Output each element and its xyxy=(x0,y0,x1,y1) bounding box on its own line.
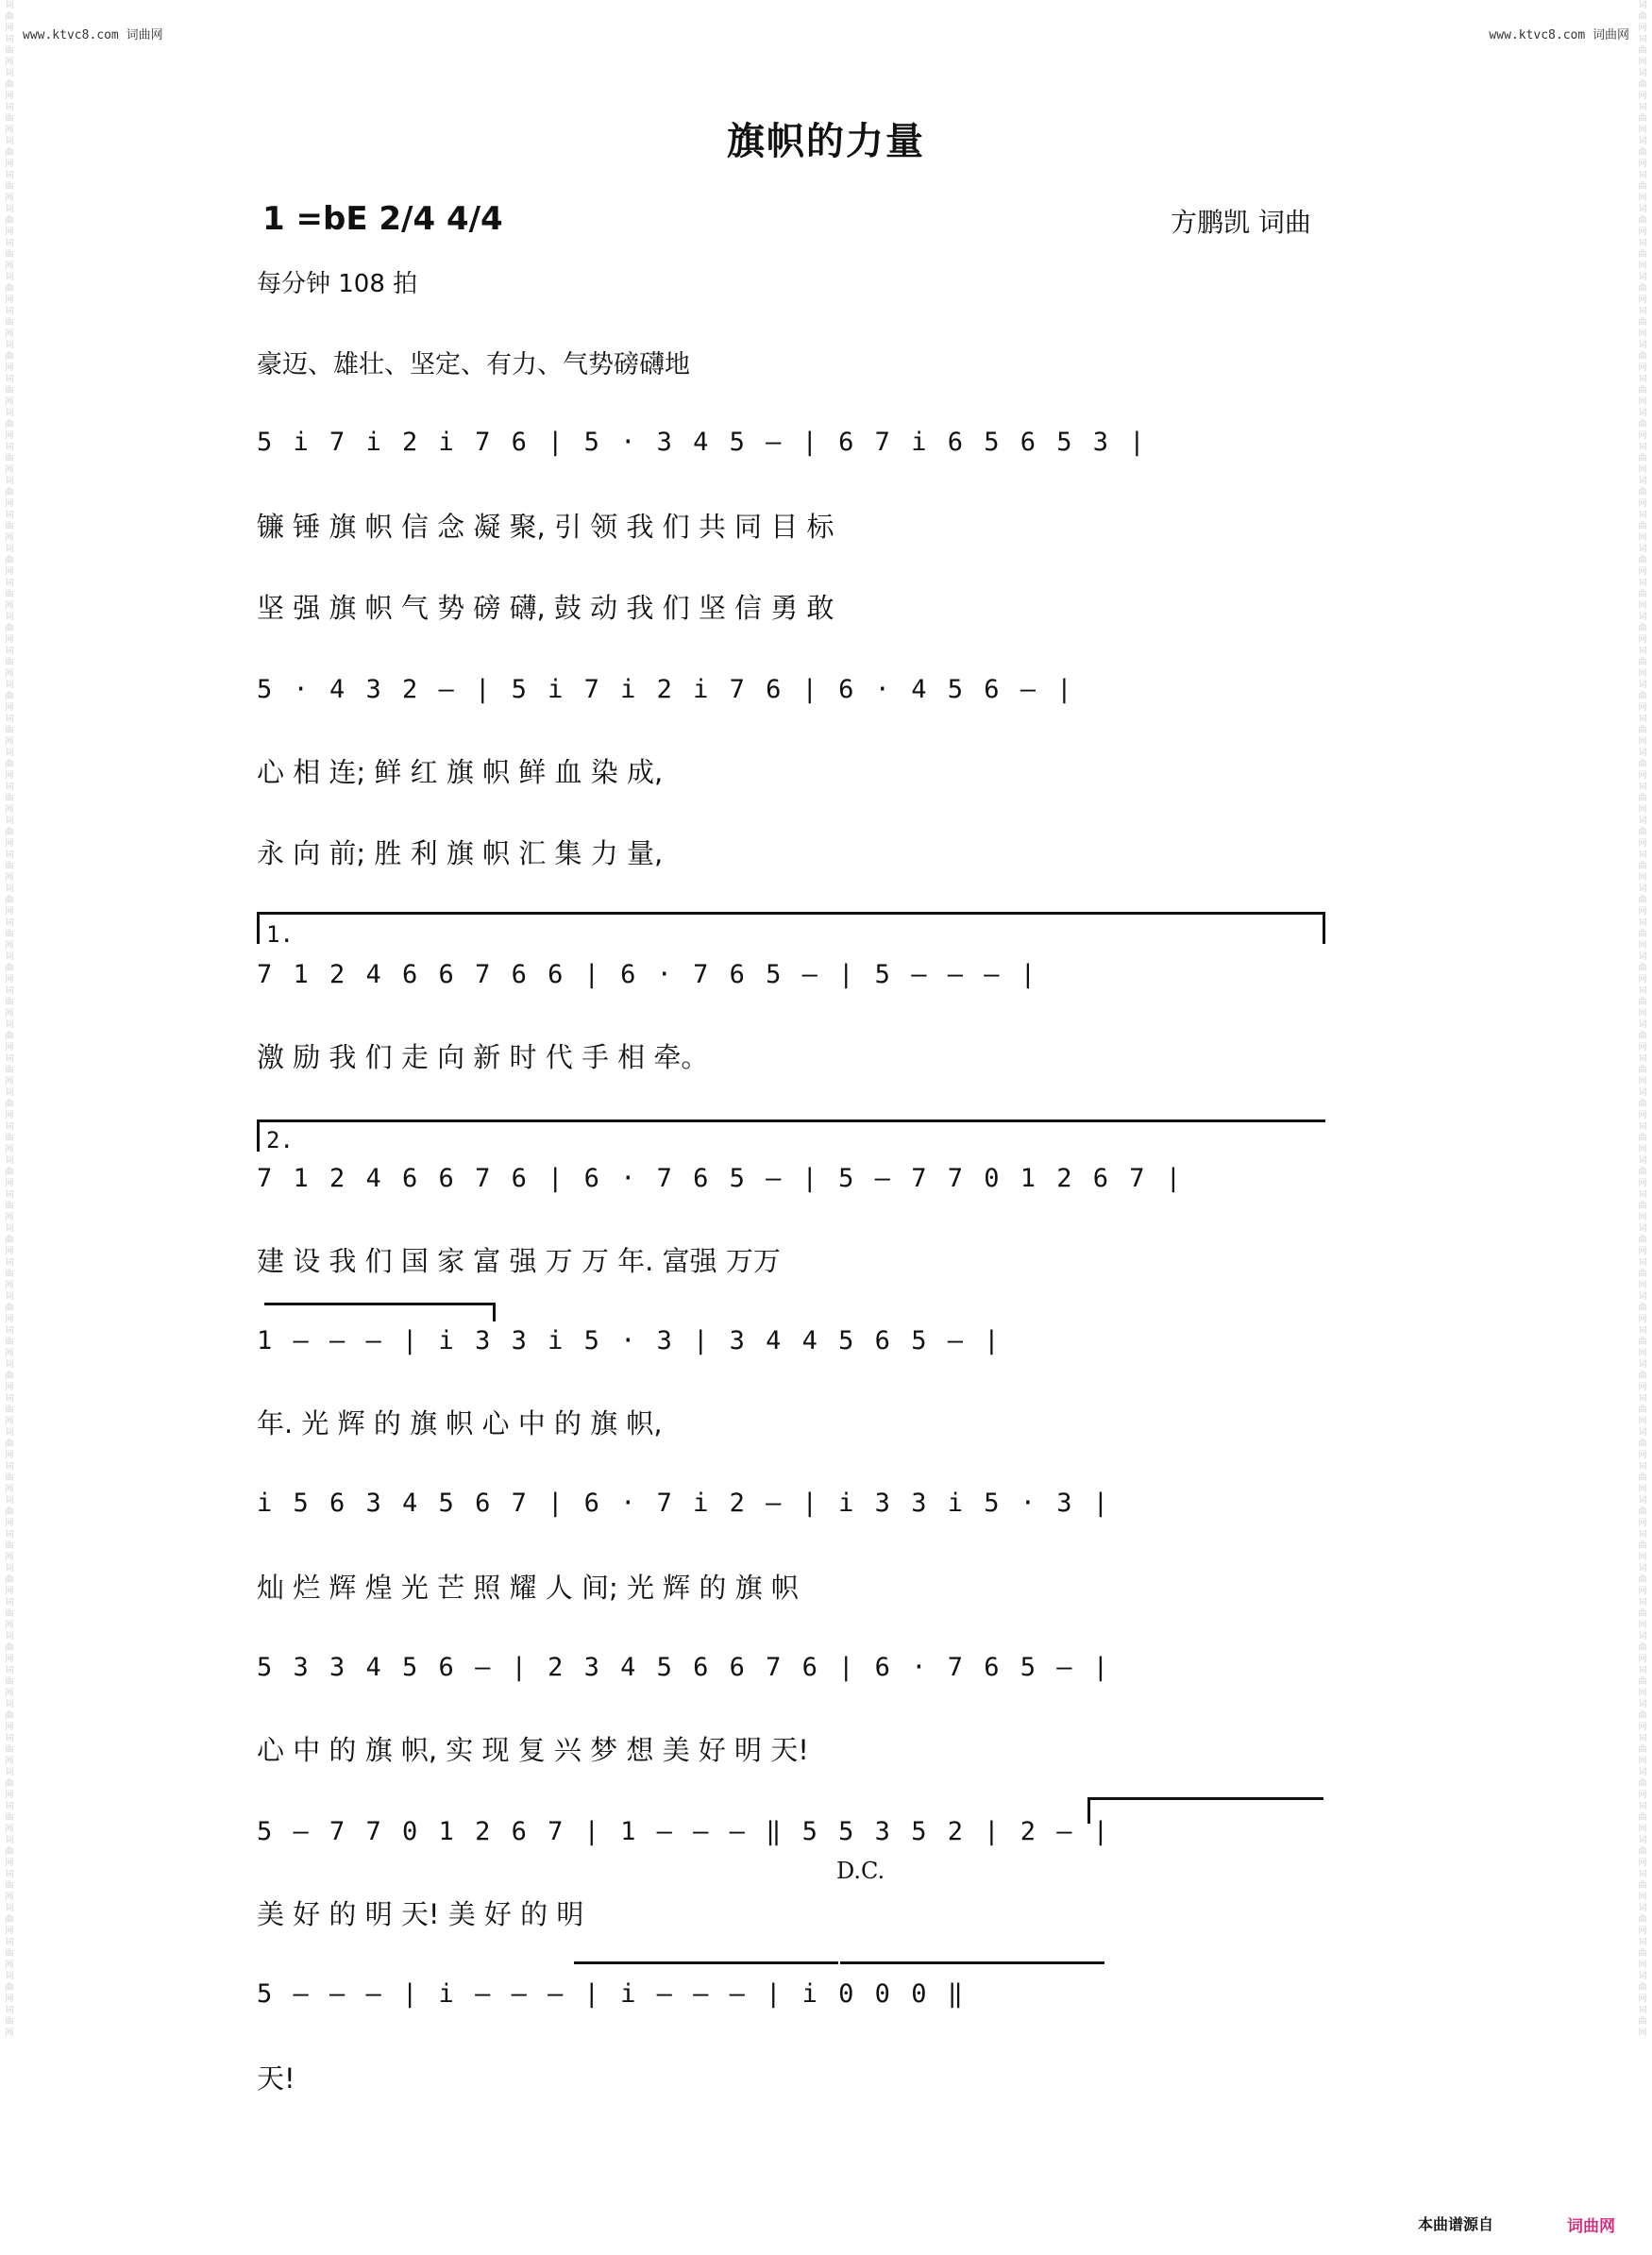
key-signature: 1 =bE 2/4 4/4 xyxy=(262,200,503,238)
author-credit: 方鹏凯 词曲 xyxy=(1171,207,1311,238)
site-watermark-left[interactable]: www.ktvc8.com 词曲网 xyxy=(23,28,163,42)
lyric-line xyxy=(257,831,1342,872)
side-watermark-left: 词曲网词曲网词曲网词曲网词曲网词曲网词曲网词曲网词曲网词曲网词曲网词曲网词曲网词曲网词曲网词曲网词曲网词曲网词曲网词曲网词曲网词曲网词曲网词曲网词曲网词曲网词曲网词曲网词曲网词曲网词曲网词曲网词曲网词曲网词曲网词曲网词曲网词曲网词曲网词曲网词曲网词曲网词曲网词曲网词曲网词曲网词曲网词曲网词曲网词曲网词曲网词曲网词曲网词曲网词曲网词曲网词曲网词曲网词曲网词曲网 xyxy=(5,1,14,2038)
dc-marking: D.C. xyxy=(836,1858,885,1884)
lyric-line xyxy=(257,1892,1342,1933)
volta-bracket-1-left xyxy=(257,912,260,944)
notation-text: 5 · 4 3 2 — | 5 i 7 i 2 i 7 6 | 6 · 4 5 6 — | xyxy=(257,674,1075,704)
notation-line xyxy=(257,953,1342,995)
notation-line xyxy=(257,1646,1342,1688)
notation-line xyxy=(257,1157,1342,1199)
lyric-line xyxy=(257,1565,1342,1607)
lyric-text: 美 好 的 明 天! 美 好 的 明 xyxy=(257,1897,584,1930)
volta-bracket-1-right xyxy=(1323,912,1325,944)
notation-line xyxy=(257,1482,1342,1523)
tempo-marking: 每分钟 108 拍 xyxy=(257,270,418,298)
tie-bracket xyxy=(574,1961,838,1964)
tie-bracket-end xyxy=(493,1303,496,1321)
lyric-text: 天! xyxy=(257,2061,295,2095)
lyric-line xyxy=(257,1401,1342,1442)
volta-bracket-2 xyxy=(257,1119,1325,1122)
notation-line xyxy=(257,1810,1342,1852)
lyric-line xyxy=(257,1035,1342,1076)
footer-source-label: 本曲谱源自 xyxy=(1418,2215,1494,2233)
notation-line xyxy=(257,421,1342,463)
lyric-text: 心 相 连; 鲜 红 旗 帜 鲜 血 染 成, xyxy=(257,755,664,788)
notation-text: 1 — — — | i 3 3 i 5 · 3 | 3 4 4 5 6 5 — | xyxy=(257,1325,1003,1355)
lyric-text: 镰 锤 旗 帜 信 念 凝 聚, 引 领 我 们 共 同 目 标 xyxy=(257,510,834,543)
lyric-text: 永 向 前; 胜 利 旗 帜 汇 集 力 量, xyxy=(257,836,664,869)
notation-text: 7 1 2 4 6 6 7 6 6 | 6 · 7 6 5 — | 5 — — — | xyxy=(257,959,1038,989)
expression-marking: 豪迈、雄壮、坚定、有力、气势磅礴地 xyxy=(257,350,690,379)
lyric-text: 建 设 我 们 国 家 富 强 万 万 年. 富强 万万 xyxy=(257,1244,781,1277)
lyric-line xyxy=(257,749,1342,791)
lyric-text: 灿 烂 辉 煌 光 芒 照 耀 人 间; 光 辉 的 旗 帜 xyxy=(257,1571,799,1604)
side-watermark-right: 词曲网词曲网词曲网词曲网词曲网词曲网词曲网词曲网词曲网词曲网词曲网词曲网词曲网词曲网词曲网词曲网词曲网词曲网词曲网词曲网词曲网词曲网词曲网词曲网词曲网词曲网词曲网词曲网词曲网词曲网词曲网词曲网词曲网词曲网词曲网词曲网词曲网词曲网词曲网词曲网词曲网词曲网词曲网词曲网词曲网词曲网词曲网词曲网词曲网词曲网词曲网词曲网词曲网词曲网词曲网词曲网词曲网词曲网词曲网词曲网 xyxy=(1638,1,1647,2038)
notation-text: 5 — — — | i — — — | i — — — | i 0 0 0 ‖ xyxy=(257,1978,966,2009)
lyric-text: 心 中 的 旗 帜, 实 现 复 兴 梦 想 美 好 明 天! xyxy=(257,1733,809,1766)
notation-line xyxy=(257,1320,1342,1361)
lyric-line xyxy=(257,1727,1342,1769)
notation-text: 5 i 7 i 2 i 7 6 | 5 · 3 4 5 — | 6 7 i 6 5 6 5 3 | xyxy=(257,427,1148,457)
notation-text: 7 1 2 4 6 6 7 6 | 6 · 7 6 5 — | 5 — 7 7 0 1 2 6 7 | xyxy=(257,1163,1185,1193)
lyric-text: 激 励 我 们 走 向 新 时 代 手 相 牵。 xyxy=(257,1040,709,1073)
page-title: 旗帜的力量 xyxy=(727,120,925,163)
site-watermark-right[interactable]: www.ktvc8.com 词曲网 xyxy=(1489,28,1629,42)
notation-text: i 5 6 3 4 5 6 7 | 6 · 7 i 2 — | i 3 3 i 5 · 3 | xyxy=(257,1488,1112,1518)
volta-label-1: 1. xyxy=(266,921,294,948)
tie-bracket xyxy=(264,1303,496,1305)
volta-bracket-2-left xyxy=(257,1119,260,1152)
footer-brand-link[interactable]: 词曲网 xyxy=(1567,2217,1615,2236)
lyric-text: 年. 光 辉 的 旗 帜 心 中 的 旗 帜, xyxy=(257,1406,663,1439)
notation-text: 5 — 7 7 0 1 2 6 7 | 1 — — — ‖ 5 5 3 5 2 | 2 — | xyxy=(257,1816,1112,1846)
lyric-text: 坚 强 旗 帜 气 势 磅 礴, 鼓 动 我 们 坚 信 勇 敢 xyxy=(257,591,834,624)
lyric-line xyxy=(257,1238,1342,1280)
notation-text: 5 3 3 4 5 6 — | 2 3 4 5 6 6 7 6 | 6 · 7 6 5 — | xyxy=(257,1652,1112,1682)
notation-line xyxy=(257,668,1342,710)
notation-line xyxy=(257,1973,1342,2014)
tie-bracket xyxy=(840,1961,1104,1964)
lyric-line xyxy=(257,504,1342,546)
volta-bracket-1 xyxy=(257,912,1325,915)
volta-label-2: 2. xyxy=(266,1127,294,1153)
volta-bracket-3 xyxy=(1087,1797,1323,1800)
lyric-line xyxy=(257,2056,1342,2097)
lyric-line xyxy=(257,585,1342,627)
